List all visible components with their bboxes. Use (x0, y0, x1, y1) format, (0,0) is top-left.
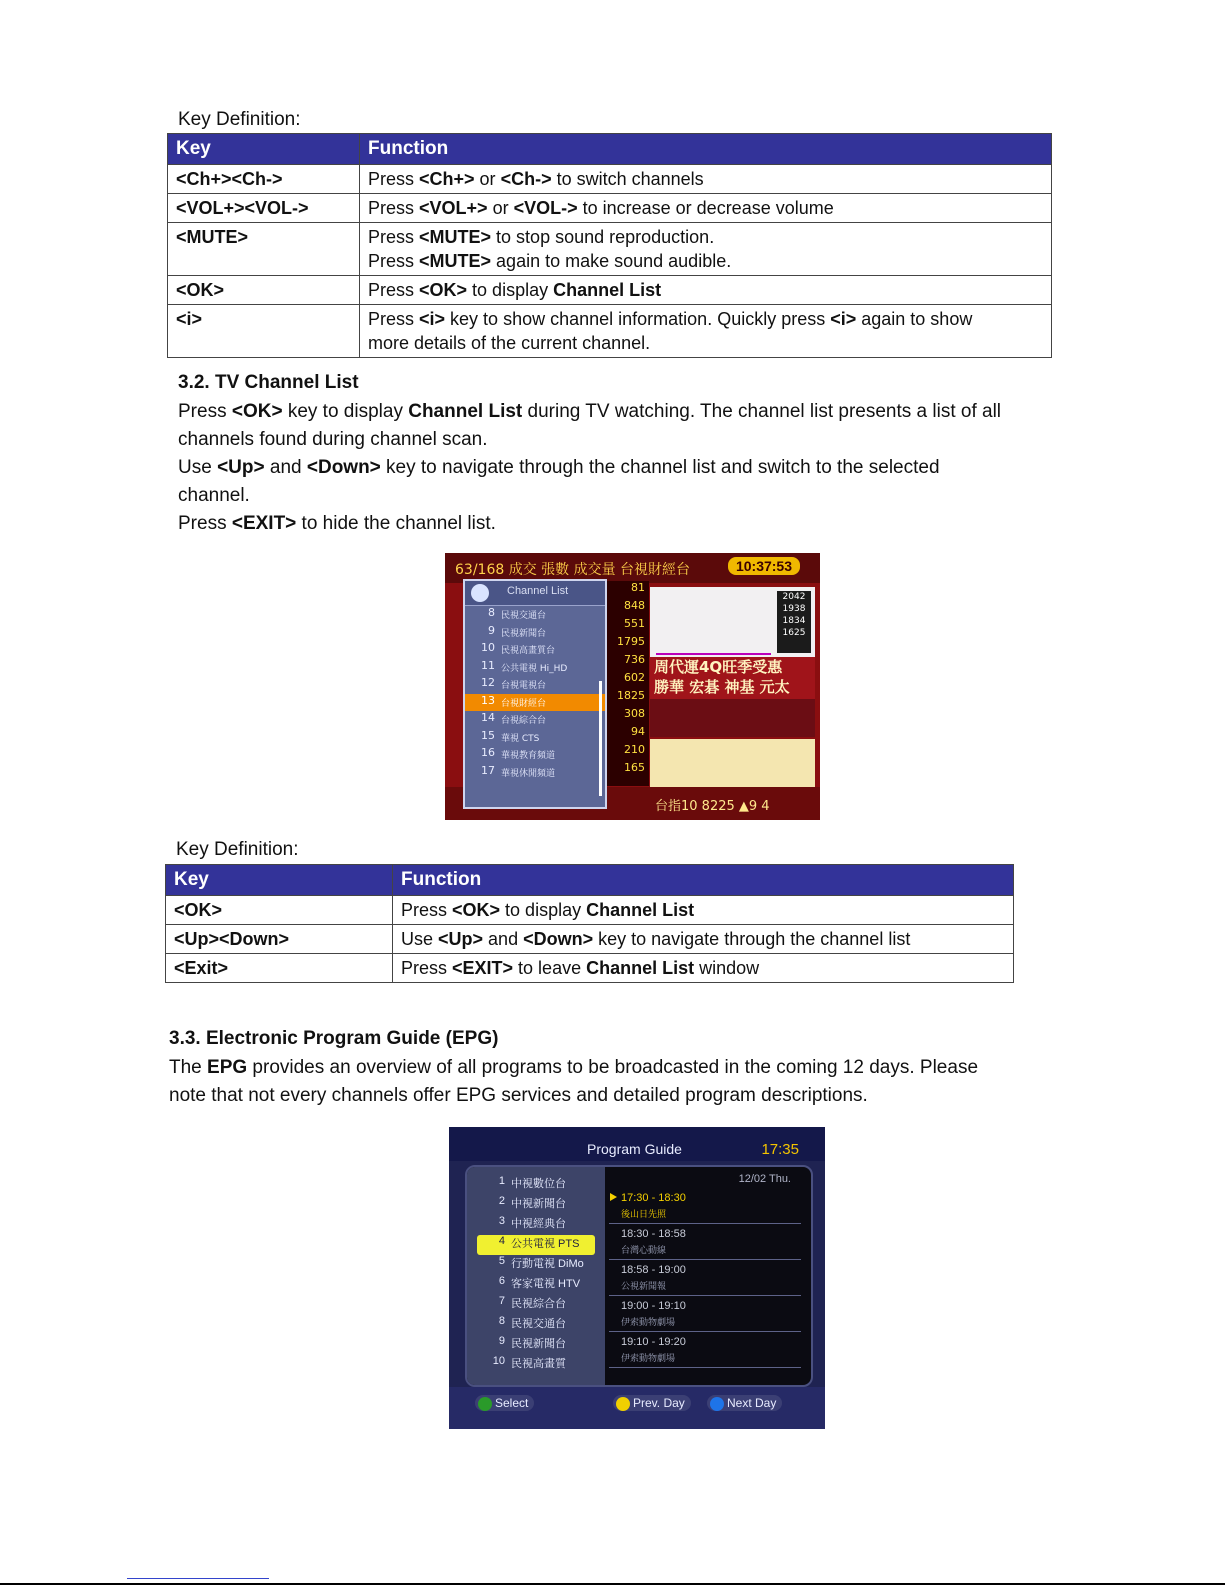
select-dpad-icon (478, 1397, 492, 1411)
epg-channel-item[interactable] (467, 1295, 605, 1315)
epg-channel-item[interactable] (467, 1215, 605, 1235)
function-cell (360, 165, 1052, 194)
key-cell: <VOL+><VOL-> (168, 194, 360, 223)
header-function: Function (360, 134, 1052, 165)
program-name: 台灣心動線 (621, 1245, 667, 1255)
channel-name: 行動電視 DiMo (511, 1258, 584, 1270)
next-day-label: Next Day (727, 1396, 777, 1410)
channel-name: 華視休閒頻道 (501, 768, 556, 779)
function-line: Press <i> key to show channel information. Quickly press <i> again to show (368, 309, 973, 329)
channel-number: 11 (481, 658, 495, 672)
channel-name: 中視數位台 (511, 1178, 566, 1190)
channel-list-item[interactable] (465, 746, 605, 764)
table-row (166, 896, 1014, 925)
paragraph-line: Press <EXIT> to hide the channel list. (178, 513, 496, 534)
key-cell: <Up><Down> (166, 925, 393, 954)
chart-scale-value: 2042 (782, 592, 806, 602)
channel-name: 公共電視 Hi_HD (501, 663, 568, 674)
channel-number: 7 (498, 1295, 505, 1307)
epg-channel-item[interactable] (467, 1195, 605, 1215)
epg-channel-item[interactable] (467, 1255, 605, 1275)
epg-description (169, 1054, 1169, 1110)
table-row (166, 925, 1014, 954)
function-line: Press <VOL+> or <VOL-> to increase or decrease volume (368, 198, 834, 218)
epg-channel-item[interactable] (467, 1275, 605, 1295)
table-row (168, 165, 1052, 194)
epg-channel-item[interactable] (467, 1335, 605, 1355)
channel-name: 民視高畫質台 (501, 646, 556, 656)
epg-program-item[interactable] (609, 1225, 801, 1260)
channel-name: 華視教育頻道 (501, 751, 556, 761)
function-cell: Press <OK> to display Channel List (393, 896, 1014, 925)
key-cell: <OK> (168, 276, 360, 305)
paragraph-line: channels found during channel scan. (178, 429, 488, 450)
channel-list-item[interactable] (465, 764, 605, 782)
channel-number: 9 (498, 1335, 505, 1347)
select-label: Select (495, 1396, 529, 1410)
epg-screenshot (449, 1127, 825, 1429)
stock-values-column (605, 581, 649, 786)
key-definition-caption-2: Key Definition: (176, 839, 299, 860)
program-time: 18:30 - 18:58 (621, 1228, 686, 1240)
stock-value: 94 (631, 725, 645, 738)
channel-name: 民視新聞台 (511, 1338, 566, 1350)
stock-value: 602 (624, 671, 645, 684)
function-cell (360, 223, 1052, 276)
epg-main-box (465, 1165, 813, 1387)
function-line: Press <OK> to display Channel List (368, 280, 662, 300)
channel-name: 台視綜合台 (501, 716, 547, 726)
program-time: 18:58 - 19:00 (621, 1264, 686, 1276)
channel-list-item[interactable] (465, 624, 605, 642)
table-row (168, 305, 1052, 358)
table-header-row (166, 865, 1014, 896)
table-row (168, 223, 1052, 276)
next-day-button[interactable] (707, 1395, 782, 1411)
channel-list-title: Channel List (507, 585, 569, 597)
chart-scale-value: 1938 (782, 604, 806, 614)
channel-list-header (465, 581, 605, 606)
function-line: Press <MUTE> again to make sound audible. (368, 251, 732, 271)
paragraph-line: channel. (178, 485, 250, 506)
stock-value: 81 (631, 581, 645, 594)
key-cell: <MUTE> (168, 223, 360, 276)
epg-footer (449, 1387, 825, 1429)
channel-name: 台視財經台 (501, 698, 547, 709)
key-definition-table-2 (165, 864, 1014, 983)
epg-clock: 17:35 (761, 1141, 799, 1158)
channel-name: 中視新聞台 (511, 1198, 566, 1210)
chart-scale-value: 1625 (782, 628, 806, 638)
stock-value: 736 (624, 653, 645, 666)
epg-program-item[interactable] (609, 1333, 801, 1368)
channel-name: 民視高畫質 (511, 1358, 566, 1370)
function-cell: Use <Up> and <Down> key to navigate through the channel list (393, 925, 1014, 954)
channel-list-description (178, 398, 1178, 538)
channel-list-scrollbar[interactable] (599, 681, 602, 796)
epg-date: 12/02 Thu. (738, 1173, 791, 1185)
ticker-text: 63/168 成交 張數 成交量 台視財經台 (455, 562, 691, 578)
epg-header (449, 1127, 825, 1161)
key-cell: <Exit> (166, 954, 393, 983)
channel-number: 10 (481, 641, 495, 654)
channel-name: 民視綜合台 (511, 1298, 566, 1310)
table-row (168, 276, 1052, 305)
section-heading-epg: 3.3. Electronic Program Guide (EPG) (169, 1028, 499, 1049)
channel-list-item[interactable] (465, 676, 605, 694)
function-line: Press <Ch+> or <Ch-> to switch channels (368, 169, 704, 189)
paragraph-line: note that not every channels offer EPG services and detailed program descriptions. (169, 1085, 868, 1106)
ad-line: 周代運4Q旺季受惠 (654, 658, 783, 676)
header-key: Key (168, 134, 360, 165)
channel-number: 12 (481, 676, 495, 689)
play-icon (610, 1193, 617, 1201)
function-line: more details of the current channel. (368, 333, 651, 353)
program-name: 公視新聞報 (621, 1281, 667, 1291)
channel-name: 民視交通台 (501, 611, 547, 621)
channel-name: 民視新聞台 (501, 628, 547, 639)
paragraph-line: The EPG provides an overview of all programs to be broadcasted in the coming 12 days. Please (169, 1057, 979, 1078)
channel-number: 13 (481, 693, 495, 707)
epg-program-item[interactable] (609, 1261, 801, 1296)
function-line: Press <MUTE> to stop sound reproduction. (368, 227, 715, 247)
function-cell: Press <EXIT> to leave Channel List window (393, 954, 1014, 983)
program-time: 19:10 - 19:20 (621, 1336, 686, 1348)
ad-line: 勝華 宏碁 神基 元太 (654, 678, 790, 696)
paragraph-line: Press <OK> key to display Channel List during TV watching. The channel list presents a list of all (178, 401, 1002, 422)
stock-value: 1825 (617, 689, 645, 702)
channel-list-panel (463, 579, 607, 809)
channel-number: 15 (481, 728, 495, 742)
function-cell (360, 276, 1052, 305)
function-cell (360, 305, 1052, 358)
channel-number: 10 (492, 1355, 505, 1367)
channel-number: 8 (488, 606, 495, 619)
function-cell (360, 194, 1052, 223)
stock-value: 848 (624, 599, 645, 612)
table-header-row (168, 134, 1052, 165)
paragraph-line: Use <Up> and <Down> key to navigate through the channel list and switch to the selected (178, 457, 940, 478)
select-button[interactable] (475, 1395, 534, 1411)
yellow-button-icon (616, 1397, 630, 1411)
tv-icon (471, 584, 489, 602)
table-row (168, 194, 1052, 223)
tv-clock: 10:37:53 (728, 557, 800, 575)
channel-number: 1 (498, 1175, 505, 1187)
channel-number: 3 (498, 1215, 505, 1227)
blue-button-icon (710, 1397, 724, 1411)
epg-program-item[interactable] (609, 1297, 801, 1332)
channel-list-item-selected[interactable] (465, 694, 605, 712)
stock-value: 551 (624, 617, 645, 630)
channel-number: 9 (488, 623, 495, 637)
channel-name: 華視 CTS (501, 733, 540, 744)
epg-channel-item[interactable] (467, 1315, 605, 1335)
section-heading-channel-list: 3.2. TV Channel List (178, 372, 359, 393)
channel-list-item[interactable] (465, 606, 605, 624)
chart-scale (777, 591, 811, 653)
tv-ad-banner (650, 657, 815, 699)
program-name: 後山日先照 (621, 1209, 667, 1219)
epg-channel-item[interactable] (467, 1355, 605, 1375)
channel-number: 16 (481, 746, 495, 759)
channel-number: 14 (481, 711, 495, 724)
key-cell: <Ch+><Ch-> (168, 165, 360, 194)
key-definition-caption-1: Key Definition: (178, 109, 301, 130)
epg-title: Program Guide (587, 1141, 682, 1157)
header-function: Function (393, 865, 1014, 896)
program-time: 19:00 - 19:10 (621, 1300, 686, 1312)
key-cell: <OK> (166, 896, 393, 925)
epg-channel-item-selected[interactable] (477, 1235, 595, 1255)
stock-value: 165 (624, 761, 645, 774)
channel-name: 民視交通台 (511, 1318, 566, 1330)
chart-scale-value: 1834 (782, 616, 806, 626)
channel-list-item[interactable] (465, 711, 605, 729)
prev-day-button[interactable] (613, 1395, 691, 1411)
stock-value: 308 (624, 707, 645, 720)
epg-channel-list (467, 1167, 605, 1385)
channel-list-screenshot (445, 553, 820, 820)
header-key: Key (166, 865, 393, 896)
channel-number: 2 (498, 1195, 505, 1207)
channel-name: 台視電視台 (501, 681, 547, 691)
channel-number: 6 (498, 1275, 505, 1287)
key-definition-table-1 (167, 133, 1052, 358)
epg-program-item-current[interactable] (609, 1189, 801, 1224)
channel-name: 公共電視 PTS (511, 1238, 580, 1250)
footer-link-underline (127, 1578, 269, 1579)
index-ticker: 台指10 8225 ▲9 4 (655, 799, 770, 814)
channel-number: 4 (498, 1235, 505, 1247)
channel-name: 客家電視 HTV (511, 1278, 581, 1290)
program-name: 伊索動物劇場 (621, 1317, 676, 1327)
tv-quote-panel (650, 699, 815, 737)
stock-chart-panel (650, 587, 815, 657)
channel-list-item[interactable] (465, 659, 605, 677)
channel-number: 8 (498, 1315, 505, 1327)
epg-channel-item[interactable] (467, 1175, 605, 1195)
channel-list-item[interactable] (465, 641, 605, 659)
tv-quote-panel-light (650, 739, 815, 787)
channel-number: 5 (498, 1255, 505, 1267)
channel-list-item[interactable] (465, 729, 605, 747)
stock-value: 210 (624, 743, 645, 756)
channel-name: 中視經典台 (511, 1218, 566, 1230)
epg-program-list (609, 1167, 807, 1385)
stock-chart-line (656, 603, 771, 655)
program-time: 17:30 - 18:30 (621, 1192, 686, 1204)
program-name: 伊索動物劇場 (621, 1353, 676, 1363)
prev-day-label: Prev. Day (633, 1396, 685, 1410)
channel-number: 17 (481, 763, 495, 777)
table-row (166, 954, 1014, 983)
stock-value: 1795 (617, 635, 645, 648)
key-cell: <i> (168, 305, 360, 358)
